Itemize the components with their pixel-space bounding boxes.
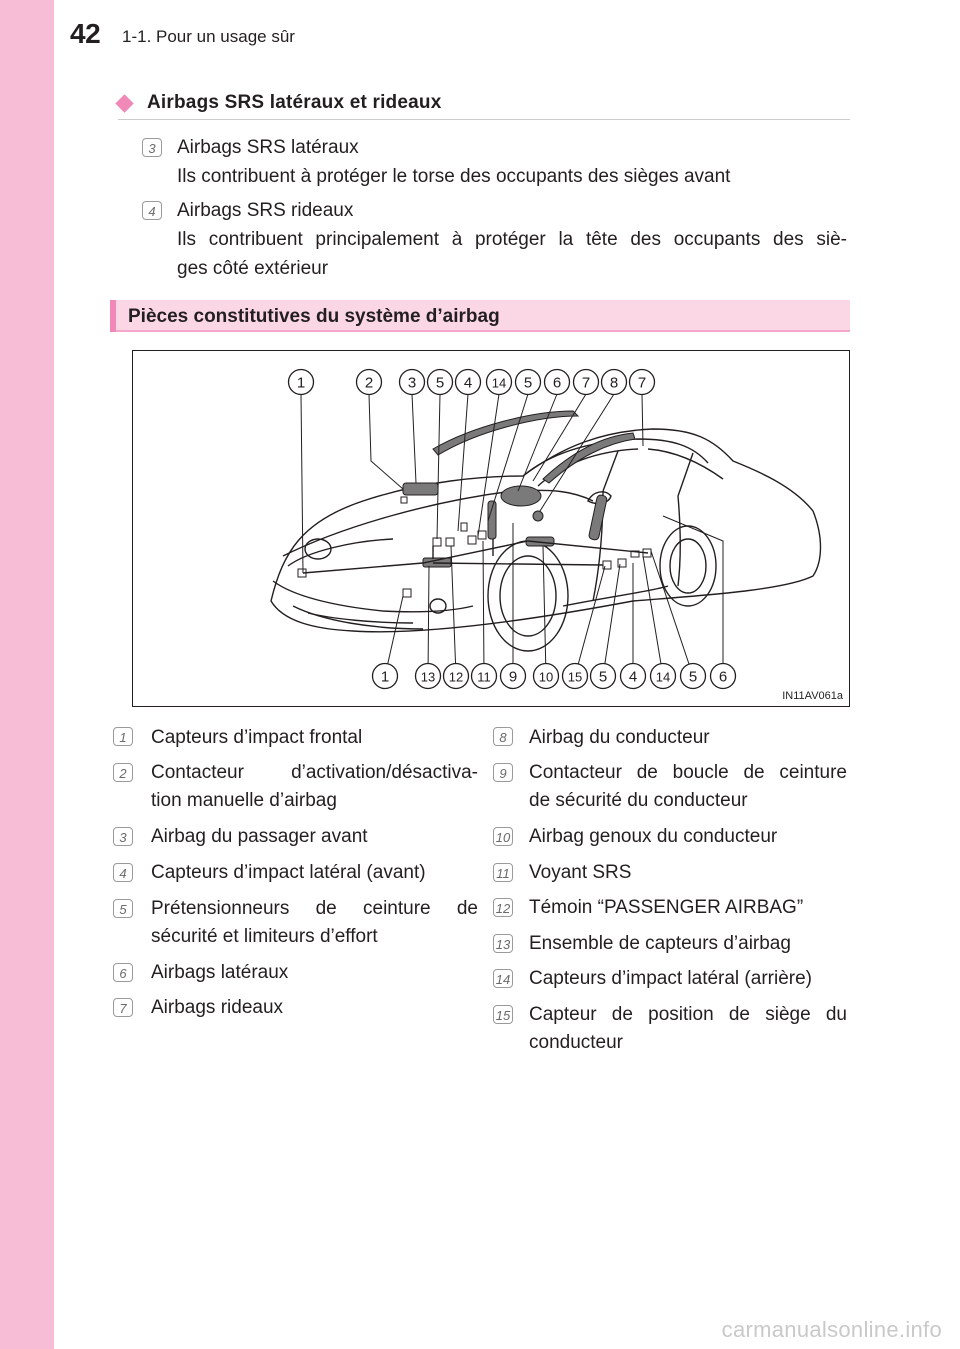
legend-badge: 2 [113,763,133,782]
legend-line: conducteur [529,1032,624,1053]
legend-item-srs-light: Voyant SRS [529,862,632,883]
legend-badge: 12 [493,898,513,917]
legend-item-seat-position-sensor [529,1001,847,1057]
callout-title: Airbags SRS latéraux [177,137,359,158]
legend-item-passenger-airbag-indicator: Témoin “PASSENGER AIRBAG” [529,897,804,918]
legend-line: Contacteur de boucle de ceinture [529,762,847,783]
callout-number: 5 [523,374,533,392]
callout-number: 1 [380,668,390,686]
callout-number: 10 [538,669,554,685]
components-heading-text: Pièces constitutives du système d’airbag [128,306,500,327]
page-number: 42 [70,18,101,49]
legend-line: tion manuelle d’airbag [151,790,337,811]
legend-item-buckle-switch [529,759,847,815]
figure-code: IN11AV061a [782,690,843,702]
legend-line: Contacteur d’activation/désactiva- [151,762,478,783]
legend-line: sécurité et limiteurs d’effort [151,926,378,947]
callout-number: 7 [581,374,591,392]
callout-text-line: ges côté extérieur [177,258,329,279]
callout-number: 11 [477,669,491,685]
callout-number: 15 [567,669,583,685]
legend-item-sensor-assembly: Ensemble de capteurs d’airbag [529,933,791,954]
legend-badge: 10 [493,827,513,846]
watermark: carmanualsonline.info [721,1317,942,1342]
legend-line: de sécurité du conducteur [529,790,748,811]
callout-badge: 3 [142,138,162,157]
legend-badge: 8 [493,727,513,746]
callout-number: 13 [420,669,436,685]
callout-number: 2 [364,374,374,392]
callout-number: 5 [688,668,698,686]
legend-item-driver-airbag: Airbag du conducteur [529,727,710,748]
components-heading [110,300,850,332]
callout-number: 12 [448,669,464,685]
diamond-bullet-icon [115,94,133,112]
callout-number: 6 [718,668,728,686]
callout-number: 4 [463,374,473,392]
legend-badge: 5 [113,899,133,918]
legend-item-curtain-airbags: Airbags rideaux [151,997,284,1018]
legend-item-side-airbags: Airbags latéraux [151,962,289,983]
legend-line: Prétensionneurs de ceinture de [151,898,478,919]
callout-title: Airbags SRS rideaux [177,200,354,221]
callout-number: 1 [296,374,306,392]
callout-number: 14 [491,375,507,391]
bottom-callouts [373,664,736,689]
callout-badge: 4 [142,201,162,220]
legend-badge: 4 [113,863,133,882]
legend-item-manual-switch [151,759,478,815]
heading-accent-bar [110,300,116,332]
callout-number: 14 [655,669,671,685]
legend-badge: 13 [493,934,513,953]
legend-item-side-sensors-rear: Capteurs d’impact latéral (arrière) [529,968,812,989]
legend-item-knee-airbag: Airbag genoux du conducteur [529,826,778,847]
callout-number: 5 [435,374,445,392]
legend-badge: 15 [493,1005,513,1024]
legend-item-side-sensors-front: Capteurs d’impact latéral (avant) [151,862,426,883]
callout-text-line: Ils contribuent principalement à protéger la tête des occupants des siè- [177,229,847,250]
legend-item-pretensioners [151,895,478,951]
callout-text: Ils contribuent à protéger le torse des occupants des sièges avant [177,166,731,187]
breadcrumb: 1-1. Pour un usage sûr [122,27,295,46]
callout-number: 7 [637,374,647,392]
section-heading [118,92,441,114]
airbag-system-illustration [132,350,850,707]
leader-lines [301,394,723,676]
legend-badge: 1 [113,727,133,746]
legend-line: Capteur de position de siège du [529,1004,847,1025]
legend-badge: 7 [113,998,133,1017]
callout-number: 9 [508,668,518,686]
callout-side-airbags [177,133,847,191]
legend-badge: 9 [493,763,513,782]
legend-item-frontal-sensors: Capteurs d’impact frontal [151,727,363,748]
legend-item-passenger-airbag: Airbag du passager avant [151,826,368,847]
section-divider [118,119,850,120]
section-heading-text: Airbags SRS latéraux et rideaux [147,92,442,113]
callout-number: 6 [552,374,562,392]
legend-badge: 3 [113,827,133,846]
legend-badge: 14 [493,969,513,988]
callout-number: 4 [628,668,638,686]
car-diagram [133,351,849,706]
callout-number: 5 [598,668,608,686]
legend-badge: 11 [493,863,513,882]
callout-number: 8 [609,374,619,392]
legend-badge: 6 [113,963,133,982]
callout-number: 3 [407,374,417,392]
page-side-tab [0,0,54,1349]
top-callouts [289,370,655,395]
callout-curtain-airbags [177,196,847,283]
